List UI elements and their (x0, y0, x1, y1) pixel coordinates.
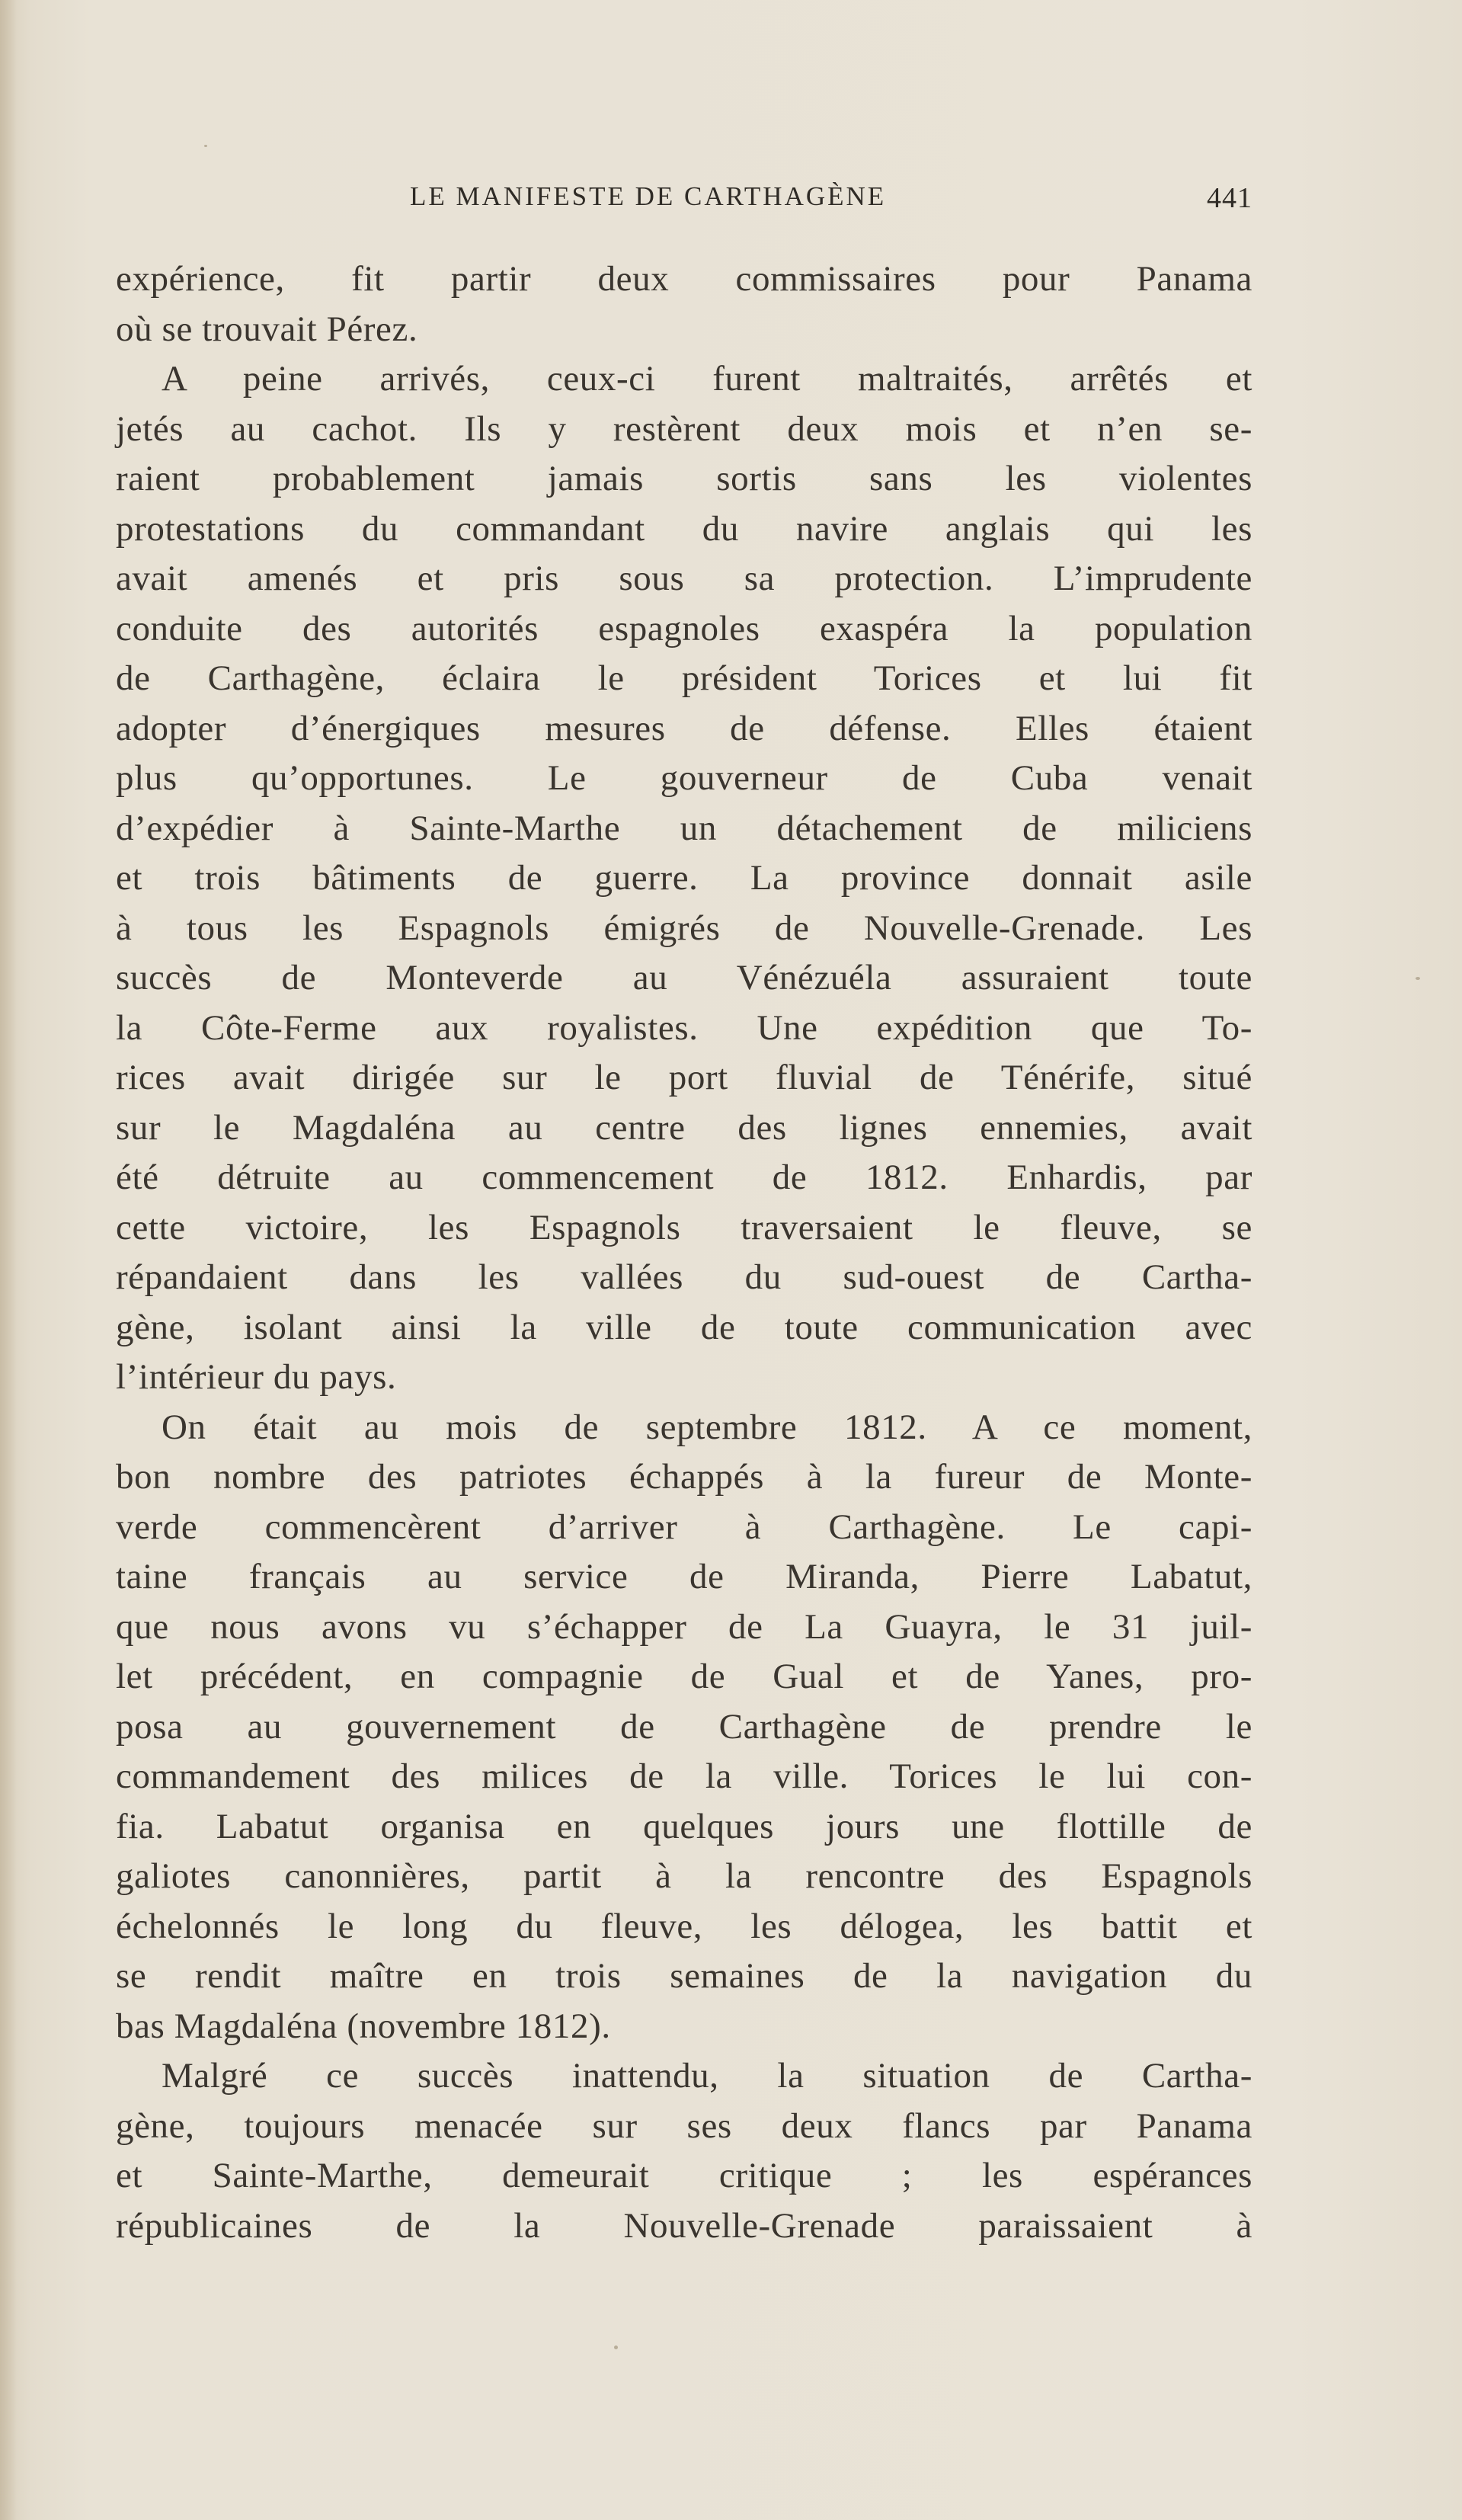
text-line: raient probablement jamais sortis sans les violentes (116, 459, 1252, 498)
text-line: verde commencèrent d’arriver à Carthagène. Le capi- (116, 1507, 1252, 1547)
running-head: LE MANIFESTE DE CARTHAGÈNE (410, 181, 887, 211)
text-line: à tous les Espagnols émigrés de Nouvelle-Grenade. Les (116, 908, 1252, 948)
text-line: où se trouvait Pérez. (116, 309, 418, 349)
text-line: la Côte-Ferme aux royalistes. Une expédition que To- (116, 1007, 1252, 1048)
text-line: fia. Labatut organisa en quelques jours une flottille de (116, 1806, 1252, 1846)
text-line: gène, isolant ainsi la ville de toute communication avec (116, 1307, 1252, 1347)
text-line: de Carthagène, éclaira le président Torices et lui fit (116, 658, 1252, 698)
text-line: adopter d’énergiques mesures de défense. Elles étaient (116, 708, 1252, 748)
text-line: cette victoire, les Espagnols traversaient le fleuve, se (116, 1207, 1252, 1247)
text-line: commandement des milices de la ville. Torices le lui con- (116, 1756, 1252, 1796)
text-line: plus qu’opportunes. Le gouverneur de Cuba venait (116, 758, 1252, 798)
text-line: A peine arrivés, ceux-ci furent maltraités, arrêtés et (162, 359, 1252, 399)
text-line: sur le Magdaléna au centre des lignes ennemies, avait (116, 1107, 1252, 1148)
page-edge-shadow (0, 0, 17, 2520)
body-text (116, 255, 1252, 2251)
text-line: taine français au service de Miranda, Pierre Labatut, (116, 1557, 1252, 1596)
text-line: Malgré ce succès inattendu, la situation de Cartha- (162, 2056, 1252, 2096)
text-line: succès de Monteverde au Vénézuéla assuraient toute (116, 958, 1252, 997)
text-line: bas Magdaléna (novembre 1812). (116, 2006, 611, 2046)
text-line: avait amenés et pris sous sa protection. L’imprudente (116, 559, 1252, 598)
text-line: et trois bâtiments de guerre. La province donnait asile (116, 858, 1252, 898)
paper-speck (1416, 977, 1420, 980)
text-line: d’expédier à Sainte-Marthe un détachement de miliciens (116, 808, 1252, 848)
text-line: que nous avons vu s’échapper de La Guayra, le 31 juil- (116, 1606, 1252, 1647)
text-line: échelonnés le long du fleuve, les délogea, les battit et (116, 1906, 1252, 1946)
text-line: conduite des autorités espagnoles exaspéra la population (116, 608, 1252, 648)
text-line: expérience, fit partir deux commissaires pour Panama (116, 259, 1252, 299)
text-line: gène, toujours menacée sur ses deux flancs par Panama (116, 2105, 1252, 2146)
text-line: galiotes canonnières, partit à la rencontre des Espagnols (116, 1856, 1252, 1896)
text-line: posa au gouvernement de Carthagène de prendre le (116, 1706, 1252, 1747)
text-line: se rendit maître en trois semaines de la navigation du (116, 1956, 1252, 1996)
text-line: jetés au cachot. Ils y restèrent deux mois et n’en se- (116, 408, 1252, 449)
text-line: let précédent, en compagnie de Gual et de Yanes, pro- (116, 1657, 1252, 1696)
text-line: répandaient dans les vallées du sud-ouest de Cartha- (116, 1257, 1252, 1297)
text-line: bon nombre des patriotes échappés à la fureur de Monte- (116, 1457, 1252, 1497)
paper-speck (614, 2345, 618, 2349)
text-line: républicaines de la Nouvelle-Grenade paraissaient à (116, 2205, 1252, 2246)
page-number: 441 (1207, 182, 1252, 214)
paper-speck (204, 145, 207, 147)
page-header (120, 181, 1252, 219)
text-line: On était au mois de septembre 1812. A ce moment, (162, 1407, 1252, 1447)
text-line: protestations du commandant du navire anglais qui les (116, 508, 1252, 549)
text-line: été détruite au commencement de 1812. Enhardis, par (116, 1158, 1252, 1197)
text-line: et Sainte-Marthe, demeurait critique ; les espérances (116, 2156, 1252, 2195)
text-line: l’intérieur du pays. (116, 1357, 397, 1397)
text-line: rices avait dirigée sur le port fluvial de Ténérife, situé (116, 1058, 1252, 1097)
